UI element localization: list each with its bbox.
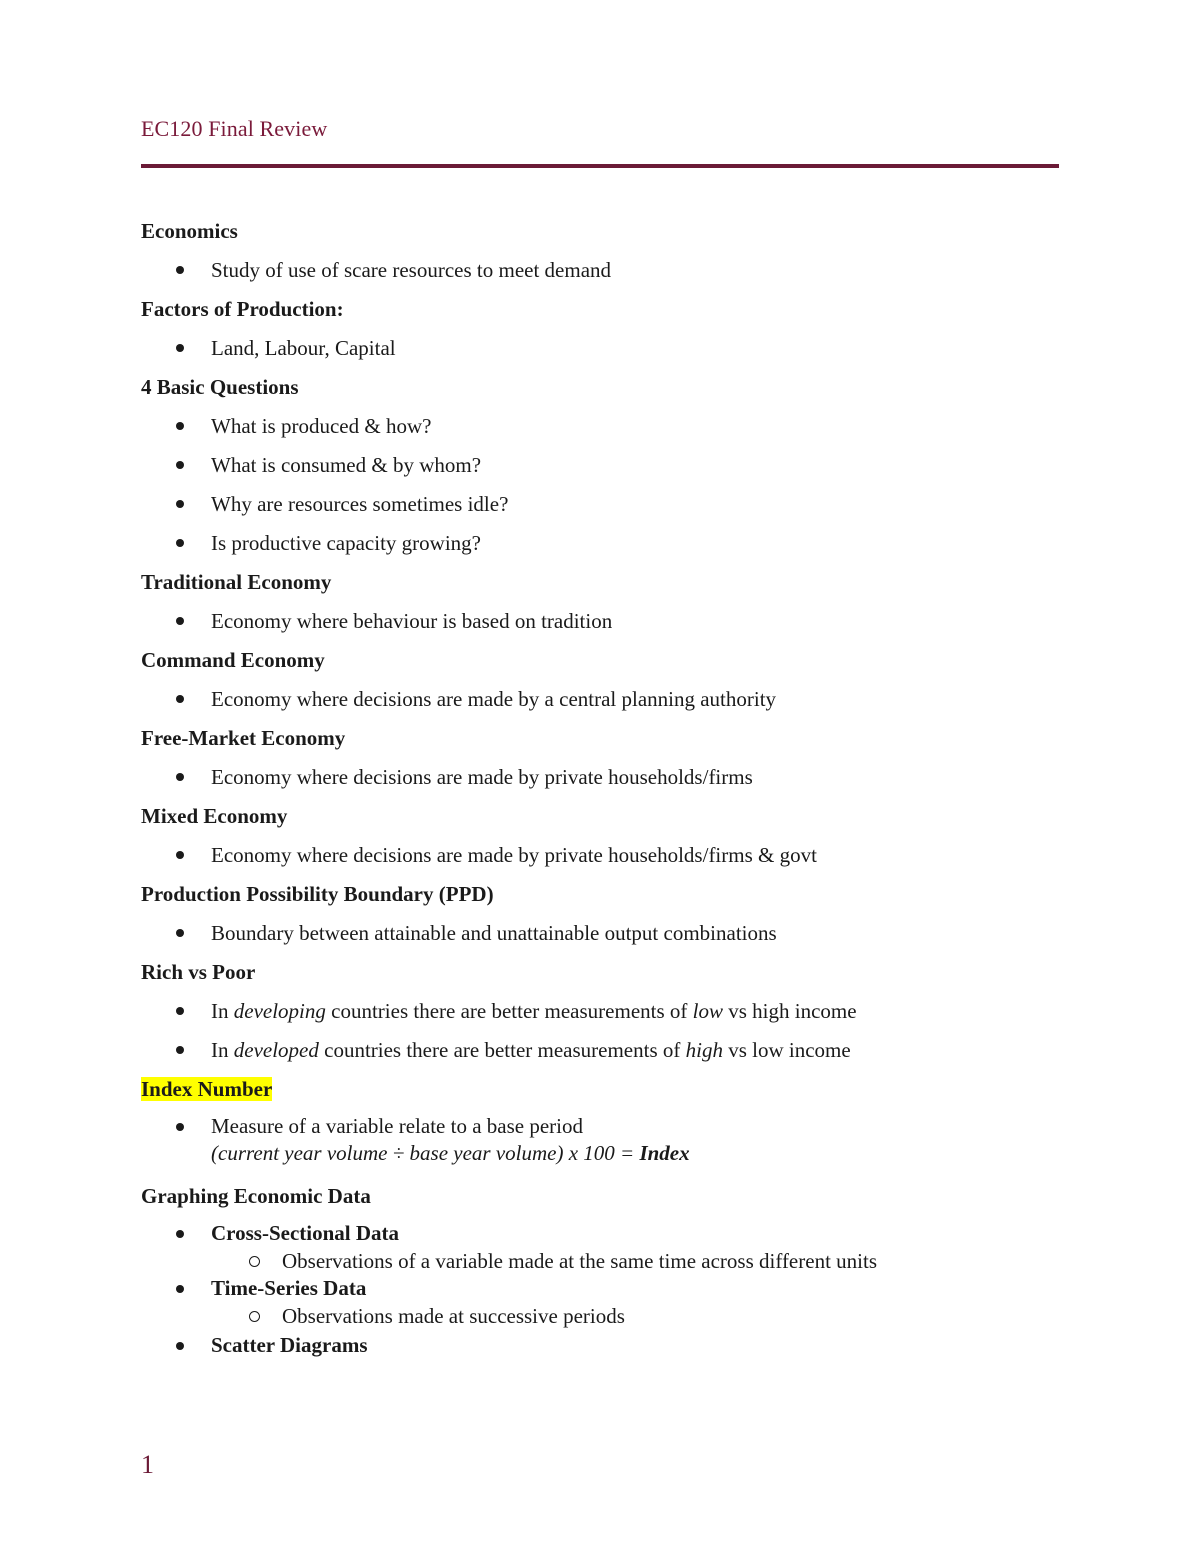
list-traditional — [141, 606, 1059, 636]
list-mixed — [141, 840, 1059, 870]
bullet-icon — [176, 539, 184, 547]
heading-ppd: Production Possibility Boundary (PPD) — [141, 882, 494, 906]
list-item-text: Land, Labour, Capital — [211, 336, 396, 360]
emphasis-text: low — [692, 999, 723, 1023]
list-item — [141, 489, 1059, 519]
heading-factors-of-production: Factors of Production: — [141, 297, 344, 321]
bullet-icon — [176, 1342, 184, 1350]
list-item — [141, 333, 1059, 363]
list-item-text: Measure of a variable relate to a base period — [211, 1114, 583, 1138]
list-item — [141, 918, 1059, 948]
bullet-icon — [176, 422, 184, 430]
formula-result: Index — [639, 1141, 690, 1165]
list-item-text: What is produced & how? — [211, 414, 432, 438]
list-item — [141, 1275, 1059, 1330]
list-item — [141, 840, 1059, 870]
bullet-icon — [176, 695, 184, 703]
circle-bullet-icon — [249, 1311, 260, 1322]
heading-rich-vs-poor: Rich vs Poor — [141, 960, 256, 984]
text-part: vs low income — [722, 1038, 851, 1062]
index-formula — [211, 1140, 1059, 1167]
bullet-icon — [176, 1007, 184, 1015]
list-item-label: Cross-Sectional Data — [211, 1221, 400, 1245]
list-economics — [141, 255, 1059, 285]
heading-mixed-economy: Mixed Economy — [141, 804, 288, 828]
bullet-icon — [176, 266, 184, 274]
list-item-label: Time-Series Data — [211, 1276, 367, 1300]
list-item-label: Scatter Diagrams — [211, 1333, 368, 1357]
list-item — [141, 996, 1059, 1026]
heading-basic-questions: 4 Basic Questions — [141, 375, 299, 399]
list-item — [141, 762, 1059, 792]
heading-index-number — [141, 1074, 1059, 1104]
emphasis-text: high — [685, 1038, 723, 1062]
list-item — [141, 1035, 1059, 1065]
formula-text: (current year volume ÷ base year volume) x 100 = — [211, 1141, 640, 1165]
circle-bullet-icon — [249, 1256, 260, 1267]
list-item — [141, 450, 1059, 480]
sub-list-item-text: Observations of a variable made at the same time across different units — [282, 1249, 877, 1273]
list-free-market — [141, 762, 1059, 792]
header-divider — [141, 164, 1059, 168]
bullet-icon — [176, 617, 184, 625]
sub-list-item-text: Observations made at successive periods — [282, 1304, 625, 1328]
list-item-text: Boundary between attainable and unattainable output combinations — [211, 921, 777, 945]
sub-list-item — [141, 1302, 1059, 1330]
list-index-number — [141, 1113, 1059, 1167]
list-basic-questions — [141, 411, 1059, 558]
sub-list-item — [141, 1247, 1059, 1275]
list-item — [141, 684, 1059, 714]
list-item-text: Why are resources sometimes idle? — [211, 492, 509, 516]
list-item — [141, 528, 1059, 558]
bullet-icon — [176, 1285, 184, 1293]
list-command — [141, 684, 1059, 714]
heading-command-economy: Command Economy — [141, 648, 325, 672]
text-part: countries there are better measurements of — [318, 1038, 686, 1062]
list-factors — [141, 333, 1059, 363]
text-part: In — [211, 999, 234, 1023]
list-item — [141, 1220, 1059, 1275]
list-item-text: Economy where behaviour is based on tradition — [211, 609, 613, 633]
document-body — [141, 216, 1059, 1359]
bullet-icon — [176, 461, 184, 469]
list-item — [141, 255, 1059, 285]
text-part: countries there are better measurements of — [325, 999, 693, 1023]
text-part: vs high income — [723, 999, 857, 1023]
bullet-icon — [176, 344, 184, 352]
list-graphing — [141, 1220, 1059, 1359]
list-item-text: Economy where decisions are made by private households/firms — [211, 765, 753, 789]
list-rich-vs-poor — [141, 996, 1059, 1065]
highlighted-heading: Index Number — [141, 1077, 273, 1101]
heading-free-market-economy: Free-Market Economy — [141, 726, 346, 750]
list-item — [141, 606, 1059, 636]
list-item-text: Economy where decisions are made by private households/firms & govt — [211, 843, 817, 867]
bullet-icon — [176, 851, 184, 859]
heading-graphing-economic-data: Graphing Economic Data — [141, 1184, 371, 1208]
bullet-icon — [176, 1230, 184, 1238]
list-item-text: What is consumed & by whom? — [211, 453, 482, 477]
list-item — [141, 1113, 1059, 1167]
list-item — [141, 411, 1059, 441]
list-item-text: Is productive capacity growing? — [211, 531, 481, 555]
bullet-icon — [176, 1046, 184, 1054]
heading-economics: Economics — [141, 219, 238, 243]
page-number: 1 — [141, 1450, 154, 1479]
document-header-title: EC120 Final Review — [141, 116, 328, 141]
emphasis-text: developing — [233, 999, 326, 1023]
list-item-text: Study of use of scare resources to meet demand — [211, 258, 612, 282]
text-part: In — [211, 1038, 234, 1062]
list-item-text: Economy where decisions are made by a central planning authority — [211, 687, 777, 711]
bullet-icon — [176, 1123, 184, 1131]
bullet-icon — [176, 929, 184, 937]
emphasis-text: developed — [233, 1038, 319, 1062]
list-item — [141, 1332, 1059, 1359]
list-ppd — [141, 918, 1059, 948]
bullet-icon — [176, 500, 184, 508]
bullet-icon — [176, 773, 184, 781]
heading-traditional-economy: Traditional Economy — [141, 570, 332, 594]
